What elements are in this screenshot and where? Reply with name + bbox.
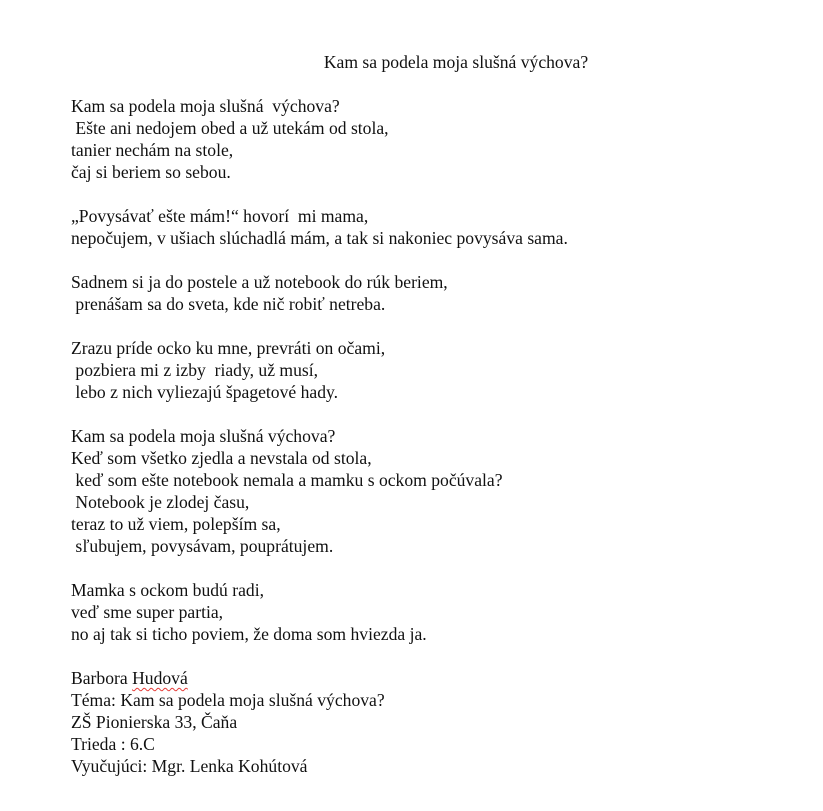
poem-line: Ešte ani nedojem obed a už utekám od stola, (71, 118, 389, 138)
poem-line: Notebook je zlodej času, (71, 492, 250, 512)
stanza-1 (71, 95, 811, 183)
stanza-5 (71, 425, 811, 557)
author-info (71, 667, 811, 777)
stanza-4 (71, 337, 811, 403)
poem-line: čaj si beriem so sebou. (71, 162, 231, 182)
poem-line: Sadnem si ja do postele a už notebook do rúk beriem, (71, 272, 448, 292)
poem-line: prenášam sa do sveta, kde nič robiť netreba. (71, 294, 386, 314)
author-first-name: Barbora (71, 668, 128, 688)
poem-line: keď som ešte notebook nemala a mamku s ockom počúvala? (71, 470, 503, 490)
author-theme: Téma: Kam sa podela moja slušná výchova? (71, 690, 385, 710)
poem-line: veď sme super partia, (71, 602, 224, 622)
poem-line: sľubujem, povysávam, pouprátujem. (71, 536, 334, 556)
stanza-2 (71, 205, 811, 249)
author-school: ZŠ Pionierska 33, Čaňa (71, 712, 238, 732)
poem-line: teraz to už viem, polepším sa, (71, 514, 281, 534)
author-surname: Hudová (132, 668, 188, 688)
stanza-3 (71, 271, 811, 315)
poem-line: Keď som všetko zjedla a nevstala od stola, (71, 448, 372, 468)
poem-line: nepočujem, v ušiach slúchadlá mám, a tak si nakoniec povysáva sama. (71, 228, 568, 248)
poem-line: Zrazu príde ocko ku mne, prevráti on očami, (71, 338, 386, 358)
poem-line: tanier nechám na stole, (71, 140, 234, 160)
poem-title: Kam sa podela moja slušná výchova? (323, 52, 589, 72)
poem-line: no aj tak si ticho poviem, že doma som hviezda ja. (71, 624, 427, 644)
poem-body (71, 95, 811, 777)
poem-line: pozbiera mi z izby riady, už musí, (71, 360, 319, 380)
author-class: Trieda : 6.C (71, 734, 155, 754)
poem-line: lebo z nich vyliezajú špagetové hady. (71, 382, 339, 402)
author-name (71, 667, 811, 689)
poem-line: Kam sa podela moja slušná výchova? (71, 96, 340, 116)
author-teacher: Vyučujúci: Mgr. Lenka Kohútová (71, 756, 308, 776)
poem-line: „Povysávať ešte mám!“ hovorí mi mama, (71, 206, 369, 226)
poem-line: Mamka s ockom budú radi, (71, 580, 265, 600)
stanza-6 (71, 579, 811, 645)
poem-line: Kam sa podela moja slušná výchova? (71, 426, 336, 446)
